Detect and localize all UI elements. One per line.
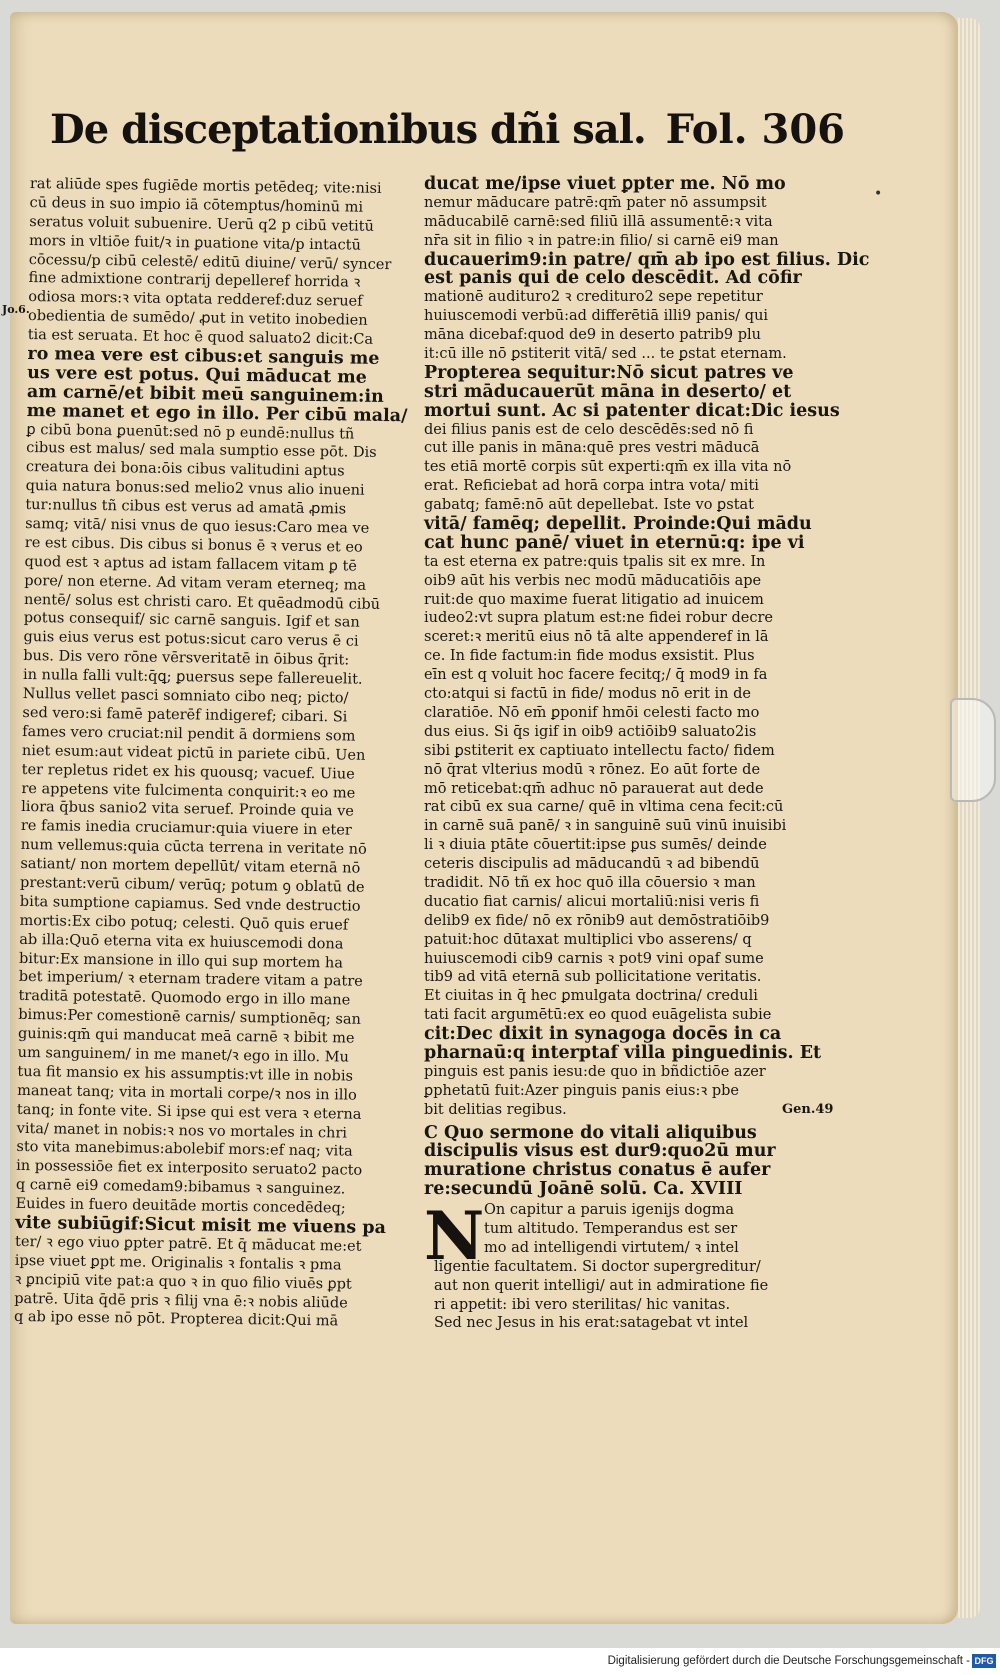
text-line: odiosa mors:ꝛ vita optata redderef:duz seruef bbox=[28, 289, 363, 310]
left-margin-note: Jo.6. bbox=[2, 303, 30, 316]
running-title: De disceptationibus dñi sal. bbox=[50, 106, 646, 153]
text-line: ter/ ꝛ ego viuo ꝑpter patrē. Et q̄ māducat me:et bbox=[14, 1233, 362, 1255]
text-line: pinguis est panis iesu:de quo in bñdictiōe azer bbox=[424, 1063, 766, 1080]
text-line: ꝑ cibū bona ꝑuenūt:sed nō p eundē:nullus tñ bbox=[26, 421, 355, 443]
text-line: in possessiōe fiet ex interposito seruato2 pacto bbox=[16, 1158, 363, 1180]
text-line: nr̄a sit in filio ꝛ in patre:in filio/ si carnē ei9 man bbox=[424, 232, 779, 249]
text-line: ipse viuet ꝑpt me. Originalis ꝛ fontalis ꝛ pma bbox=[14, 1252, 342, 1274]
text-line: iudeo2:vt supra platum est:ne fidei robur decre bbox=[424, 610, 774, 627]
text-line: quia natura bonus:sed melio2 vnus alio inueni bbox=[25, 478, 365, 499]
text-line: patuit:hoc dūtaxat multiplici vbo asserens/ q bbox=[424, 931, 752, 948]
text-line: potus consequif/ sic carnē sanguis. Igif et san bbox=[23, 610, 360, 632]
text-line: bet imperium/ ꝛ eternam tradere vitam a patre bbox=[18, 969, 363, 991]
text-line: seratus voluit subuenire. Uerū q2 p cibū vetitū bbox=[29, 213, 374, 235]
text-line: vita/ manet in nobis:ꝛ nos vo mortales in chri bbox=[16, 1120, 348, 1142]
chapter-opening bbox=[424, 1197, 769, 1333]
text-line: traditā potestatē. Quomodo ergo in illo mane bbox=[18, 988, 351, 1009]
text-line: oib9 aūt his verbis nec modū māducatiōis ape bbox=[424, 572, 762, 589]
left-column bbox=[14, 175, 418, 1333]
text-line: creatura dei bona:ōis cibus valitudini aptus bbox=[25, 459, 345, 480]
text-line: vite subiūgif:Sicut misit me viuens pa bbox=[15, 1212, 387, 1239]
text-line: guis eius verus est potus:sicut caro verus ē ci bbox=[23, 629, 359, 651]
text-line: pore/ non eterne. Ad vitam veram eterneq; ma bbox=[24, 572, 367, 594]
text-line: q ab ipo esse nō pōt. Propterea dicit:Qui mā bbox=[13, 1309, 339, 1330]
text-line: um sanguinem/ in me manet/ꝛ ego in illo. Mu bbox=[17, 1044, 349, 1066]
text-line: ruit:de quo maxime fuerat litigatio ad inuicem bbox=[424, 591, 764, 608]
text-line: bitur:Ex mansione in illo qui sup mortem ha bbox=[18, 950, 344, 971]
text-line: rat aliūde spes fugiēde mortis petēdeq; vite:nisi bbox=[29, 175, 382, 197]
dfg-logo: DFG bbox=[972, 1654, 996, 1668]
text-line: stri māducauerūt māna in deserto/ et bbox=[424, 381, 792, 402]
text-line: patrē. Uita q̄dē pris ꝛ filij vna ē:ꝛ nobis aliūde bbox=[14, 1290, 348, 1312]
text-line: maneat tanq; vita in mortali corpe/ꝛ nos in illo bbox=[17, 1082, 357, 1104]
text-line: us vere est potus. Qui māducat me bbox=[27, 362, 368, 388]
text-line: On capitur a paruis igenijs dogma bbox=[484, 1202, 735, 1219]
text-line: ri appetit: ibi vero sterilitas/ hic vanitas. bbox=[434, 1296, 731, 1313]
text-line: erat. Reficiebat ad horā corpa intra vota/ miti bbox=[424, 478, 759, 495]
text-line: Nullus vellet pasci somniato cibo neq; picto/ bbox=[22, 685, 349, 707]
text-line: mortui sunt. Ac si patenter dicat:Dic iesus bbox=[424, 400, 840, 421]
text-line: tib9 ad vitā eternā sub pollicitatione veritatis. bbox=[424, 969, 762, 986]
text-line: gabatq; famē:nō aūt depellebat. Iste vo ꝑstat bbox=[424, 497, 754, 514]
text-line: bita sumptione capiamus. Sed vnde destructio bbox=[19, 893, 361, 915]
text-line: bus. Dis vero rōne vērsveritatē in ōibus q̄rit: bbox=[23, 648, 350, 669]
text-line: tes etiā mortē corpis sūt experti:qm̄ ex illa vita nō bbox=[424, 459, 792, 476]
text-line: tanq; in fonte vite. Si ipse qui est vera ꝛ eterna bbox=[16, 1101, 362, 1123]
footer-credit: Digitalisierung gefördert durch die Deutsche Forschungsgemeinschaft - bbox=[607, 1655, 970, 1667]
text-line: me manet et ego in illo. Per cibū mala/ bbox=[26, 400, 408, 426]
text-line: obedientia de sumēdo/ ꝓut in vetito inobedien bbox=[27, 308, 368, 329]
text-line: sed vero:si famē paterēf indigeref; cibari. Si bbox=[22, 704, 348, 726]
text-line: nemur māducare patrē:qm̄ pater nō assumpsit bbox=[424, 194, 767, 211]
text-line: Propterea sequitur:Nō sicut patres ve bbox=[424, 362, 794, 383]
text-line: bit delitias regibus. bbox=[424, 1101, 567, 1118]
text-line: cto:atqui si factū in fide/ modus nō erit in de bbox=[424, 686, 751, 703]
text-line: mationē audituro2 ꝛ credituro2 sepe repetitur bbox=[424, 289, 763, 306]
text-line: cat hunc panē/ viuet in eternū:q: ipe vi bbox=[424, 532, 805, 553]
text-line: num vellemus:quia cūcta terrena in veritate nō bbox=[20, 837, 367, 858]
text-line: claratiōe. Nō em̄ ꝑponif hmōi celesti facto mo bbox=[424, 704, 760, 721]
text-line: rat cibū ex sua carne/ quē in vltima cena fecit:cū bbox=[424, 799, 784, 816]
text-line: tradidit. Nō tñ ex hoc quō illa cōuersio ꝛ man bbox=[424, 874, 756, 891]
text-line: est panis qui de celo descēdit. Ad cōfir bbox=[424, 268, 802, 289]
text-line: pharnaū:q interptaf villa pinguedinis. Et bbox=[424, 1042, 822, 1063]
text-line: mō reticebat:qm̄ adhuc nō parauerat aut dede bbox=[424, 780, 764, 797]
right-margin-note: Gen.49 bbox=[782, 1102, 834, 1117]
text-line: fames vero cruciat:nil pendit ā dormiens som bbox=[22, 723, 356, 745]
text-line: re appetens vite fulcimenta conquirit:ꝛ eo me bbox=[21, 780, 356, 802]
text-line: cōcessu/p cibū celestē/ editū diuine/ verū/ syncer bbox=[28, 251, 392, 273]
text-line: tur:nullus tñ cibus est verus ad amatā ꝓmis bbox=[25, 497, 347, 518]
text-line: tum altitudo. Temperandus est ser bbox=[484, 1220, 738, 1237]
text-line: it:cū ille nō ꝑstiterit vitā/ sed ... te ꝑstat eternam. bbox=[424, 346, 787, 363]
text-line: nō q̄rat vlterius modū ꝛ rōnez. Eo aūt forte de bbox=[424, 761, 761, 778]
text-line: cibus est malus/ sed mala sumptio esse pōt. Dis bbox=[26, 440, 377, 462]
text-line: mo ad intelligendi virtutem/ ꝛ intel bbox=[484, 1239, 739, 1256]
text-line: māducabilē carnē:sed filiū illā assumentē:ꝛ vita bbox=[424, 213, 773, 230]
text-line: li ꝛ diuia ptāte cōuertit:ipse ꝑus sumēs/ deinde bbox=[424, 837, 767, 854]
text-line: tia est seruata. Et hoc ē quod saluato2 dicit:Ca bbox=[27, 327, 374, 348]
text-line: niet esum:aut videat pictū in pariete cibū. Uen bbox=[21, 742, 366, 764]
margin-mark: • bbox=[874, 186, 883, 202]
text-line: ducauerim9:in patre/ qm̄ ab ipo est filius. Dic bbox=[424, 249, 870, 270]
text-line: q carnē ei9 comedam9:bibamus ꝛ sanguinez. bbox=[15, 1177, 346, 1198]
text-line: re est cibus. Dis cibus si bonus ē ꝛ verus et eo bbox=[24, 534, 363, 556]
running-header bbox=[50, 104, 845, 174]
page-edge bbox=[958, 18, 980, 1618]
text-line: Euides in fuero deuitāde mortis concedēdeq; bbox=[15, 1195, 346, 1217]
text-line: mors in vltiōe fuit/ꝛ in ꝑuatione vita/p intactū bbox=[28, 232, 361, 254]
text-line: cit:Dec dixit in synagoga docēs in ca bbox=[424, 1024, 782, 1045]
text-line: nentē/ solus est christi caro. Et quēadmodū cibū bbox=[23, 591, 381, 613]
text-line: ro mea vere est cibus:et sanguis me bbox=[27, 343, 380, 369]
text-line: cū deus in suo impio iā cōtemptus/hominū mi bbox=[29, 194, 364, 216]
text-line: sceret:ꝛ meritū eius nō tā alte appenderef in lā bbox=[424, 629, 769, 646]
text-line: delib9 ex fide/ nō ex rōnib9 aut demōstratiōib9 bbox=[424, 912, 770, 929]
text-line: tati facit argumētū:ex eo quod euāgelista subie bbox=[424, 1007, 772, 1024]
text-line: guinis:qm̄ qui manducat meā carnē ꝛ bibit me bbox=[17, 1025, 355, 1047]
text-line: Et ciuitas in q̄ hec ꝑmulgata doctrina/ creduli bbox=[424, 988, 758, 1005]
text-line: bimus:Per comestionē carnis/ sumptionēq; san bbox=[18, 1007, 361, 1028]
text-line: in carnē suā panē/ ꝛ in sanguinē suū vinū inuisibi bbox=[424, 818, 787, 835]
text-line: ducat me/ipse viuet ꝑpter me. Nō mo bbox=[424, 174, 786, 194]
text-line: ꝛ ꝑncipiū vite pat:a quo ꝛ in quo filio viuēs ꝑpt bbox=[14, 1271, 352, 1293]
text-line: mortis:Ex cibo potuq; celesti. Quō quis eruef bbox=[19, 912, 349, 934]
text-line: prestant:verū cibum/ verūq; potum ꝯ oblatū de bbox=[20, 874, 365, 896]
chapter-heading-line: re:secundū Joānē solū. Ca. XVIII bbox=[424, 1179, 743, 1200]
text-line: ducatio fiat carnis/ alicui mortaliū:nisi veris fi bbox=[424, 893, 760, 910]
text-line: ce. In fide factum:in fide modus exsistit. Plus bbox=[424, 648, 755, 665]
text-line: vitā/ famēq; depellit. Proinde:Qui mādu bbox=[424, 514, 812, 535]
text-line: samq; vitā/ nisi vnus de quo iesus:Caro mea ve bbox=[25, 515, 370, 537]
text-line: sto vita manebimus:abolebif mors:ef naq; vita bbox=[16, 1139, 353, 1161]
text-line: ab illa:Quō eterna vita ex huiuscemodi dona bbox=[19, 931, 344, 953]
text-line: huiuscemodi verbū:ad differētiā illi9 panis/ qui bbox=[424, 308, 769, 325]
chapter-heading-line: discipulis visus est dur9:quo2ū mur bbox=[424, 1141, 776, 1162]
footer-bar bbox=[0, 1650, 1000, 1675]
text-line: ceteris discipulis ad māducandū ꝛ ad bibendū bbox=[424, 856, 760, 873]
text-line: dus eius. Si q̄s igif in oib9 actiōib9 saluato2is bbox=[424, 723, 757, 740]
decorated-initial: N bbox=[424, 1197, 485, 1276]
text-line: quod est ꝛ aptus ad istam fallacem vitam ꝑ tē bbox=[24, 553, 358, 575]
text-line: tua fit mansio ex his assumptis:vt ille in nobis bbox=[17, 1063, 354, 1085]
text-line: dei filius panis est de celo descēdēs:sed nō fi bbox=[424, 421, 754, 438]
text-line: ligentie facultatem. Si doctor supergreditur/ bbox=[434, 1258, 761, 1275]
chapter-heading-line: C Quo sermone do vitali aliquibus bbox=[424, 1122, 757, 1143]
text-line: sibi ꝑstiterit ex captiuato intellectu facto/ fidem bbox=[424, 742, 775, 759]
text-line: huiuscemodi cib9 carnis ꝛ pot9 vini opaf sume bbox=[424, 950, 764, 967]
text-line: fine admixtione contrarij depelleref horrida ꝛ bbox=[28, 270, 361, 292]
text-line: cut ille panis in māna:quē pres vestri māducā bbox=[424, 440, 760, 457]
text-line: am carnē/et bibit meū sanguinem:in bbox=[26, 381, 384, 407]
text-line: ter repletus ridet ex his quousq; vacuef. Uiue bbox=[21, 761, 355, 783]
page-clip bbox=[950, 698, 996, 802]
text-line: māna dicebaf:quod de9 in deserto patrib9 plu bbox=[424, 327, 761, 344]
text-line: re famis inedia cruciamur:quia viuere in eter bbox=[20, 818, 352, 839]
folio-number: Fol. 306 bbox=[665, 106, 845, 153]
text-line: aut non querit intelligi/ aut in admiratione fie bbox=[434, 1277, 769, 1294]
chapter-heading bbox=[424, 1122, 776, 1200]
text-line: Sed nec Jesus in his erat:satagebat vt intel bbox=[434, 1315, 749, 1332]
text-line: ta est eterna ex patre:quis tpalis sit ex mre. In bbox=[424, 553, 766, 570]
text-line: ꝑphetatū fuit:Azer pinguis panis eius:ꝛ pbe bbox=[424, 1082, 739, 1099]
text-line: satiant/ non mortem depellūt/ vitam eternā nō bbox=[20, 855, 361, 877]
text-line: in nulla falli vult:q̄ꝗ; ꝑuersus sepe fallereuelit. bbox=[22, 667, 363, 688]
chapter-heading-line: muratione christus conatus ē aufer bbox=[424, 1160, 771, 1181]
text-line: eīn est q voluit hoc facere fecitq;/ q̄ mod9 in fa bbox=[424, 667, 768, 684]
text-line: liora q̄bus sanio2 vita seruef. Proinde quia ve bbox=[21, 799, 355, 820]
